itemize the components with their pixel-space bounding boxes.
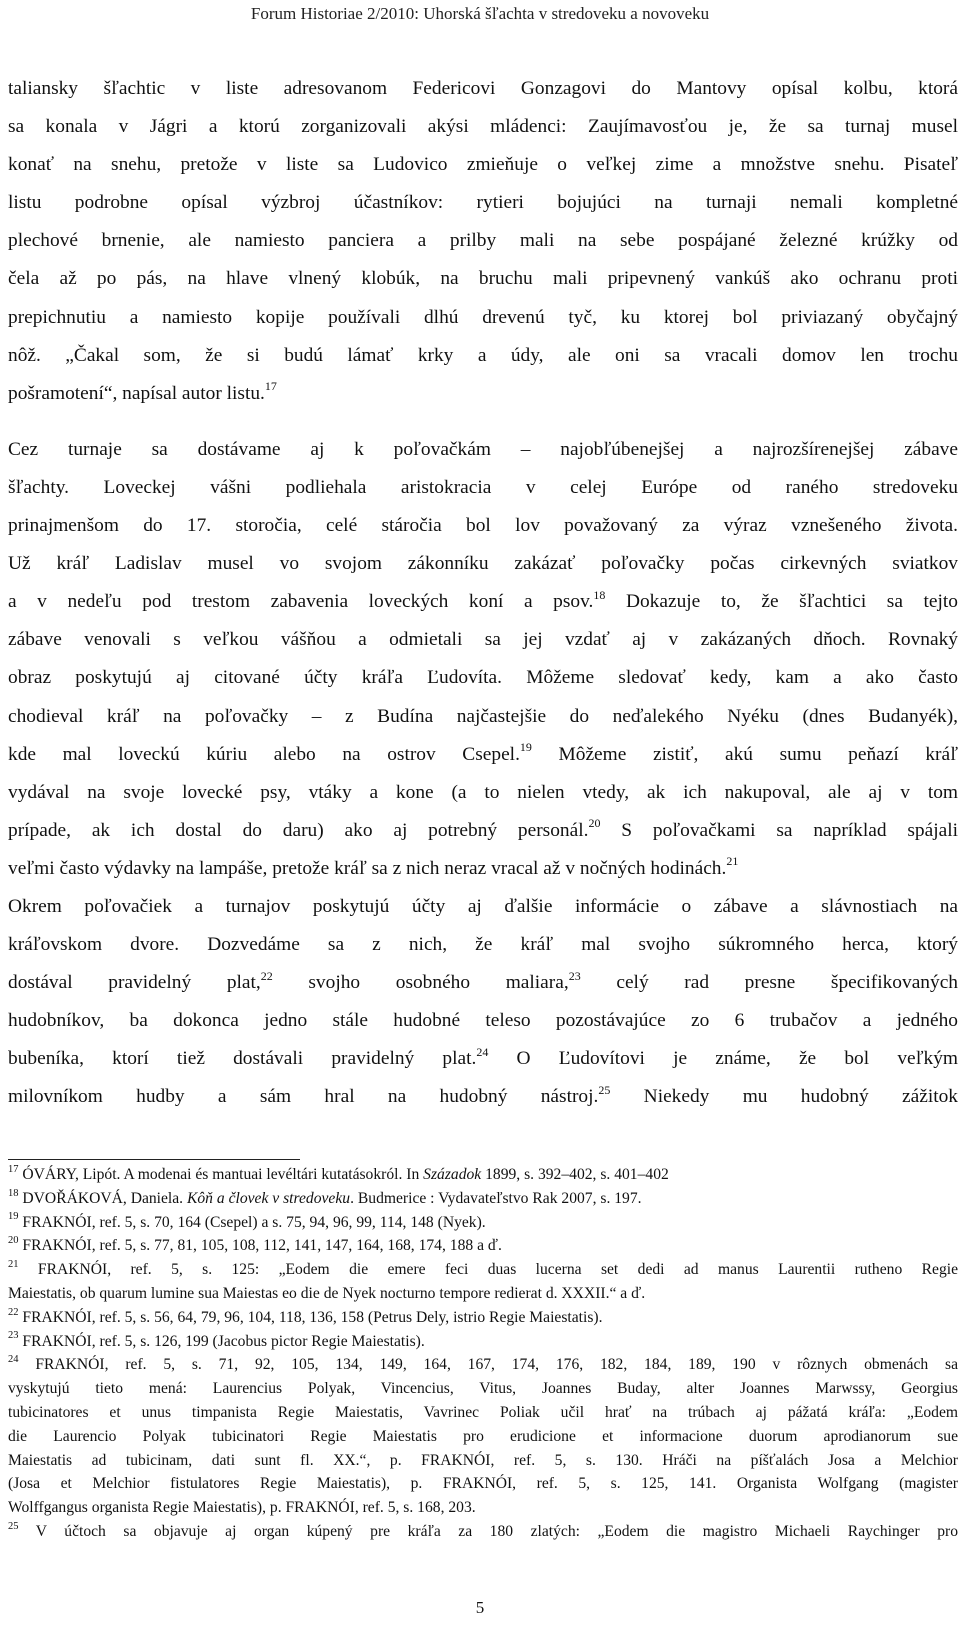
text-line: kde mal loveckú kúriu alebo na ostrov Csepel.$^{19}$ Môžeme zistiť, akú sumu peňazí kráľ <box>8 740 959 765</box>
footnote-21: $^{21}$ FRAKNÓI, ref. 5, s. 125: „Eodem die emere feci duas lucerna set dedi ad manus Laurentii rutheno Regie <box>8 1259 958 1279</box>
text-line: dostával pravidelný plat,$^{22}$ svojho osobného maliara,$^{23}$ celý rad presne špecifikovaných <box>8 968 958 994</box>
text-line: listu podrobne opísal výzbroj účastníkov: rytieri bojujúci na turnaji nemali kompletné <box>8 192 958 214</box>
footnote-25: $^{25}$ V účtoch sa objavuje aj organ kúpený pre kráľa za 180 zlatých: „Eodem die magistro Michaeli Raychinger pro <box>8 1520 958 1540</box>
text-line: plechové brnenie, ale namiesto panciera a prilby mali na sebe pospájané železné krúžky od <box>8 230 958 252</box>
text-line: chodieval kráľ na poľovačky – z Budína najčastejšie do neďalekého Nyéku (dnes Budanyék), <box>8 705 958 727</box>
footnote-24-cont: die Laurencio Polyak tubicinatori Regie Maiestatis pro erudicione et informacione duorum aprodianorum sue <box>8 1427 958 1445</box>
footnote-18: $^{18}$ DVOŘÁKOVÁ, Daniela. Kôň a človek v stredoveku. Budmerice : Vydavateľstvo Rak 2007, s. 197. <box>8 1187 642 1207</box>
footnote-24-cont: Maiestatis ad tubicinam, dati sunt fl. XX.“, p. FRAKNÓI, ref. 5, s. 130. Hráči na píšťalách Josa a Melchior <box>8 1451 958 1469</box>
footnote-ref-25[interactable]: 25 <box>598 1082 611 1097</box>
footnotes <box>8 1163 958 1544</box>
text-line: čela až po pás, na hlave vlnený klobúk, na bruchu mali pripevnený vankúš ako ochranu proti <box>8 268 958 290</box>
page-number: 5 <box>475 1598 485 1617</box>
footnote-17: $^{17}$ ÓVÁRY, Lipót. A modenai és mantuai levéltári kutatásokról. In Századok 1899, s. 392–402, s. 401–402 <box>8 1163 669 1183</box>
text-line: taliansky šľachtic v liste adresovanom Federicovi Gonzagovi do Mantovy opísal kolbu, ktorá <box>8 78 958 99</box>
footnote-ref-19[interactable]: 19 <box>519 740 532 755</box>
footnote-ref-24[interactable]: 24 <box>476 1044 489 1059</box>
footnote-ref-18[interactable]: 18 <box>593 587 606 602</box>
text-line: vydával na svoje lovecké psy, vtáky a kone (a to nielen vtedy, ak ich nakupoval, ale aj v tom <box>8 781 958 803</box>
footnote-22: $^{22}$ FRAKNÓI, ref. 5, s. 56, 64, 79, 96, 104, 118, 136, 158 (Petrus Dely, istrio Regie Maiestatis). <box>8 1306 603 1326</box>
footnote-ref-17[interactable]: 17 <box>264 379 277 394</box>
footnote-21-cont: Maiestatis, ob quarum lumine sua Maiestas eo die de Nyek nocturno tempore redierat d. XXXII.“ a ď. <box>8 1284 646 1302</box>
text-line: konať na snehu, pretože v liste sa Ludovico zmieňuje o veľkej zime a množstve snehu. Pisateľ <box>8 154 958 176</box>
footnote-ref-23[interactable]: 23 <box>568 968 581 983</box>
footnote-20: $^{20}$ FRAKNÓI, ref. 5, s. 77, 81, 105, 108, 112, 141, 147, 164, 168, 174, 188 a ď. <box>8 1235 502 1255</box>
text-line: šľachty. Loveckej vášni podliehala aristokracia v celej Európe od raného stredoveku <box>8 476 958 498</box>
footnote-ref-22[interactable]: 22 <box>260 968 273 983</box>
text-line: sa konala v Jágri a ktorú zorganizovali akýsi mládenci: Zaujímavosťou je, že sa turnaj musel <box>8 116 958 138</box>
footnote-24-cont: tubicinatores et unus timpanista Regie Maiestatis, Vavrinec Poliak učil hrať na trúbach aj pážatá kráľa: „Eodem <box>8 1403 958 1421</box>
text-line: a v nedeľu pod trestom zabavenia loveckých koní a psov.$^{18}$ Dokazuje to, že šľachtici sa tejto <box>8 587 958 613</box>
footnote-separator <box>8 1159 300 1160</box>
footnote-24: $^{24}$ FRAKNÓI, ref. 5, s. 71, 92, 105, 134, 149, 164, 167, 174, 176, 182, 184, 189, 190 v rôznych obmenách sa <box>8 1354 958 1374</box>
footnote-24-cont: (Josa et Melchior fistulatores Regie Maiestatis), p. FRAKNÓI, ref. 5, s. 125, 141. Organista Wolfgang (magister <box>8 1475 958 1493</box>
text-line: kráľovskom dvore. Dozvedáme sa z nich, že kráľ mal svojho súkromného herca, ktorý <box>8 934 958 956</box>
text-line: prepichnutiu a namiesto kopije používali dlhú drevenú tyč, ku ktorej bol priviazaný obyčajný <box>8 306 958 328</box>
text-line: pošramotení“, napísal autor listu.$^{17}$ <box>8 379 277 404</box>
main-text <box>8 70 958 1117</box>
footnote-24-cont: vyskytujú tieto mená: Laurencius Polyak, Vincencius, Vitus, Joannes Buday, alter Joannes Marwssy, Georgius <box>8 1380 958 1398</box>
footnote-24-cont: Wolffgangus organista Regie Maiestatis), p. FRAKNÓI, ref. 5, s. 168, 203. <box>8 1499 476 1517</box>
text-line: bubeníka, ktorí tiež dostávali pravidelný plat.$^{24}$ O Ľudovítovi je známe, že bol veľkým <box>8 1044 958 1070</box>
text-line: prípade, ak ich dostal do daru) ako aj potrebný personál.$^{20}$ S poľovačkami sa napríklad spájali <box>8 816 959 841</box>
footnote-19: $^{19}$ FRAKNÓI, ref. 5, s. 70, 164 (Csepel) a s. 75, 94, 96, 99, 114, 148 (Nyek). <box>8 1211 486 1231</box>
footnote-23: $^{23}$ FRAKNÓI, ref. 5, s. 126, 199 (Jacobus pictor Regie Maiestatis). <box>8 1330 425 1350</box>
text-line: prinajmenšom do 17. storočia, celé stáročia bol lov považovaný za výraz vznešeného života. <box>8 515 958 537</box>
footnote-ref-21[interactable]: 21 <box>726 854 739 869</box>
text-line: zábave venovali s veľkou vášňou a odmietali sa jej vzdať aj v zakázaných dňoch. Rovnaký <box>8 629 958 651</box>
text-line: Cez turnaje sa dostávame aj k poľovačkám – najobľúbenejšej a najrozšírenejšej zábave <box>8 438 958 460</box>
footnote-ref-20[interactable]: 20 <box>588 816 601 831</box>
text-line: veľmi často výdavky na lampáše, pretože kráľ sa z nich neraz vracal až v nočných hodinách.$^{21}$ <box>8 854 739 879</box>
running-header: Forum Historiae 2/2010: Uhorská šľachta v stredoveku a novoveku <box>250 4 710 23</box>
text-line: nôž. „Čakal som, že si budú lámať krky a údy, ale oni sa vracali domov len trochu <box>8 344 958 366</box>
text-line: hudobníkov, ba dokonca jedno stále hudobné teleso pozostávajúce zo 6 trubačov a jedného <box>8 1010 958 1032</box>
text-line: obraz poskytujú aj citované účty kráľa Ľudovíta. Môžeme sledovať kedy, kam a ako často <box>8 667 958 689</box>
text-line: milovníkom hudby a sám hral na hudobný nástroj.$^{25}$ Niekedy mu hudobný zážitok <box>8 1082 958 1108</box>
text-line: Okrem poľovačiek a turnajov poskytujú účty aj ďalšie informácie o zábave a slávnostiach na <box>8 895 958 917</box>
text-line: Už kráľ Ladislav musel vo svojom zákonníku zakázať poľovačky počas cirkevných sviatkov <box>8 553 958 575</box>
